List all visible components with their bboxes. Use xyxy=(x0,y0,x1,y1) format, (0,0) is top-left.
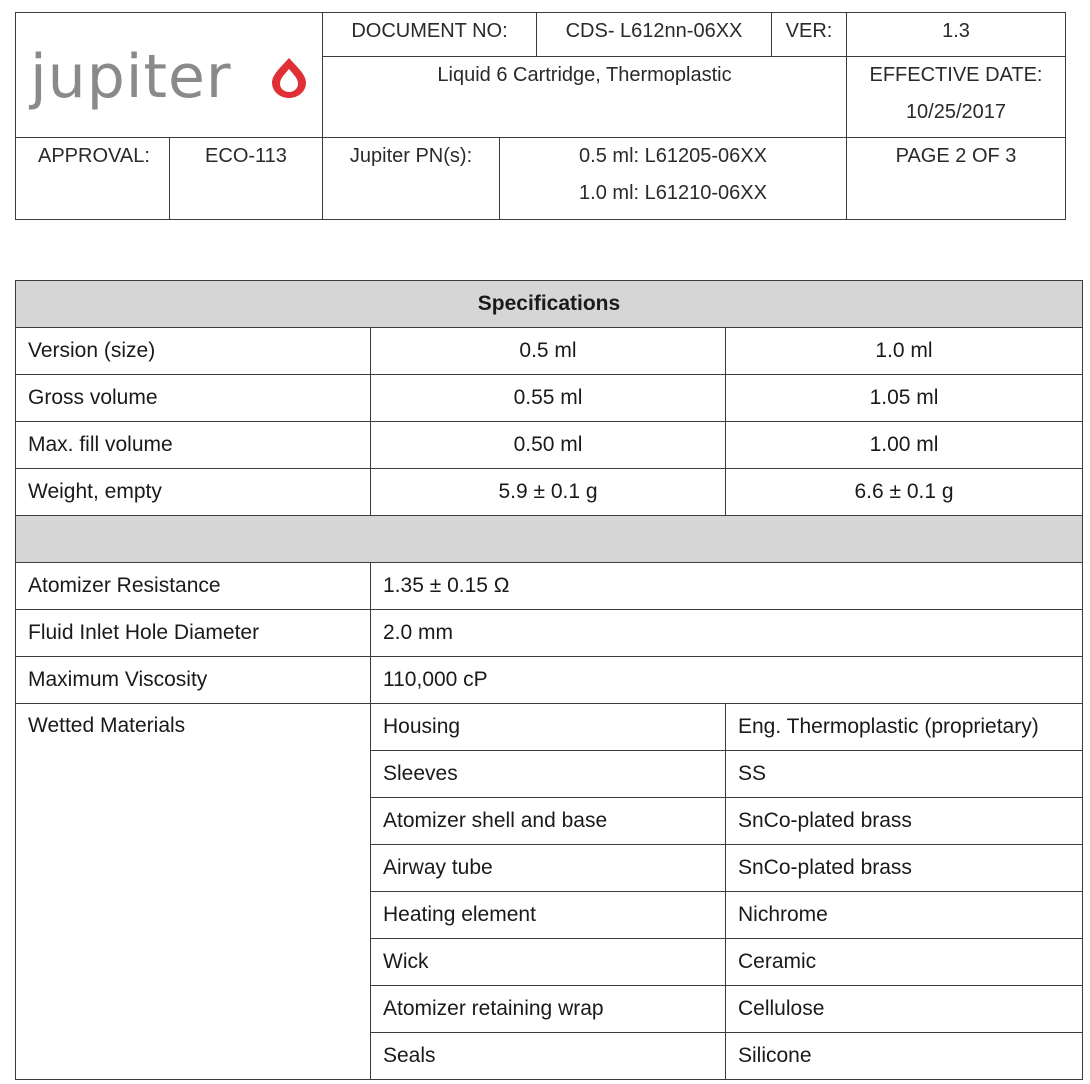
value-0-5ml: 0.5 ml xyxy=(371,328,726,375)
material-name: Eng. Thermoplastic (proprietary) xyxy=(726,704,1083,751)
row-value: 2.0 mm xyxy=(371,610,1083,657)
table-row xyxy=(16,704,1083,751)
wetted-materials-label: Wetted Materials xyxy=(16,704,371,1080)
approval-label: APPROVAL: xyxy=(16,138,170,220)
material-name: SnCo-plated brass xyxy=(726,798,1083,845)
row-label: Atomizer Resistance xyxy=(16,563,371,610)
row-value: 110,000 cP xyxy=(371,657,1083,704)
table-row xyxy=(16,328,1083,375)
jupiter-logo xyxy=(30,37,320,127)
table-row xyxy=(16,563,1083,610)
effective-date-label: EFFECTIVE DATE: xyxy=(869,64,1043,86)
value-1-0ml: 1.0 ml xyxy=(726,328,1083,375)
specifications-table xyxy=(15,280,1083,1080)
part-name: Heating element xyxy=(371,892,726,939)
logo-cell xyxy=(16,13,323,138)
table-row xyxy=(16,469,1083,516)
flame-drop-icon xyxy=(268,55,310,99)
row-label: Version (size) xyxy=(16,328,371,375)
approval-value: ECO-113 xyxy=(170,138,323,220)
effective-date-value: 10/25/2017 xyxy=(905,101,1007,123)
material-name: Nichrome xyxy=(726,892,1083,939)
material-name: SS xyxy=(726,751,1083,798)
logo-wordmark: jupiter xyxy=(30,42,232,112)
table-row xyxy=(16,422,1083,469)
value-0-5ml: 0.55 ml xyxy=(371,375,726,422)
part-name: Housing xyxy=(371,704,726,751)
row-label: Fluid Inlet Hole Diameter xyxy=(16,610,371,657)
row-label: Max. fill volume xyxy=(16,422,371,469)
pn-label: Jupiter PN(s): xyxy=(323,138,500,220)
value-1-0ml: 6.6 ± 0.1 g xyxy=(726,469,1083,516)
material-name: Silicone xyxy=(726,1033,1083,1080)
table-row xyxy=(16,657,1083,704)
ver-value: 1.3 xyxy=(847,13,1066,57)
part-name: Airway tube xyxy=(371,845,726,892)
material-name: SnCo-plated brass xyxy=(726,845,1083,892)
pn-values xyxy=(500,138,847,220)
value-0-5ml: 5.9 ± 0.1 g xyxy=(371,469,726,516)
table-row xyxy=(16,610,1083,657)
value-0-5ml: 0.50 ml xyxy=(371,422,726,469)
table-row xyxy=(16,375,1083,422)
part-name: Seals xyxy=(371,1033,726,1080)
doc-no-value: CDS- L612nn-06XX xyxy=(537,13,772,57)
doc-no-label: DOCUMENT NO: xyxy=(323,13,537,57)
effective-date-cell xyxy=(847,57,1066,138)
pn-line: 1.0 ml: L61210-06XX xyxy=(579,182,767,204)
value-1-0ml: 1.05 ml xyxy=(726,375,1083,422)
part-name: Atomizer retaining wrap xyxy=(371,986,726,1033)
value-1-0ml: 1.00 ml xyxy=(726,422,1083,469)
pn-line: 0.5 ml: L61205-06XX xyxy=(579,145,767,167)
material-name: Ceramic xyxy=(726,939,1083,986)
row-value: 1.35 ± 0.15 Ω xyxy=(371,563,1083,610)
document-header xyxy=(15,12,1066,220)
specs-title: Specifications xyxy=(16,281,1083,328)
part-name: Sleeves xyxy=(371,751,726,798)
row-label: Maximum Viscosity xyxy=(16,657,371,704)
material-name: Cellulose xyxy=(726,986,1083,1033)
row-label: Weight, empty xyxy=(16,469,371,516)
ver-label: VER: xyxy=(772,13,847,57)
document-title: Liquid 6 Cartridge, Thermoplastic xyxy=(323,57,847,138)
section-divider-row xyxy=(16,516,1083,563)
part-name: Atomizer shell and base xyxy=(371,798,726,845)
part-name: Wick xyxy=(371,939,726,986)
row-label: Gross volume xyxy=(16,375,371,422)
page-indicator: PAGE 2 OF 3 xyxy=(847,138,1066,220)
